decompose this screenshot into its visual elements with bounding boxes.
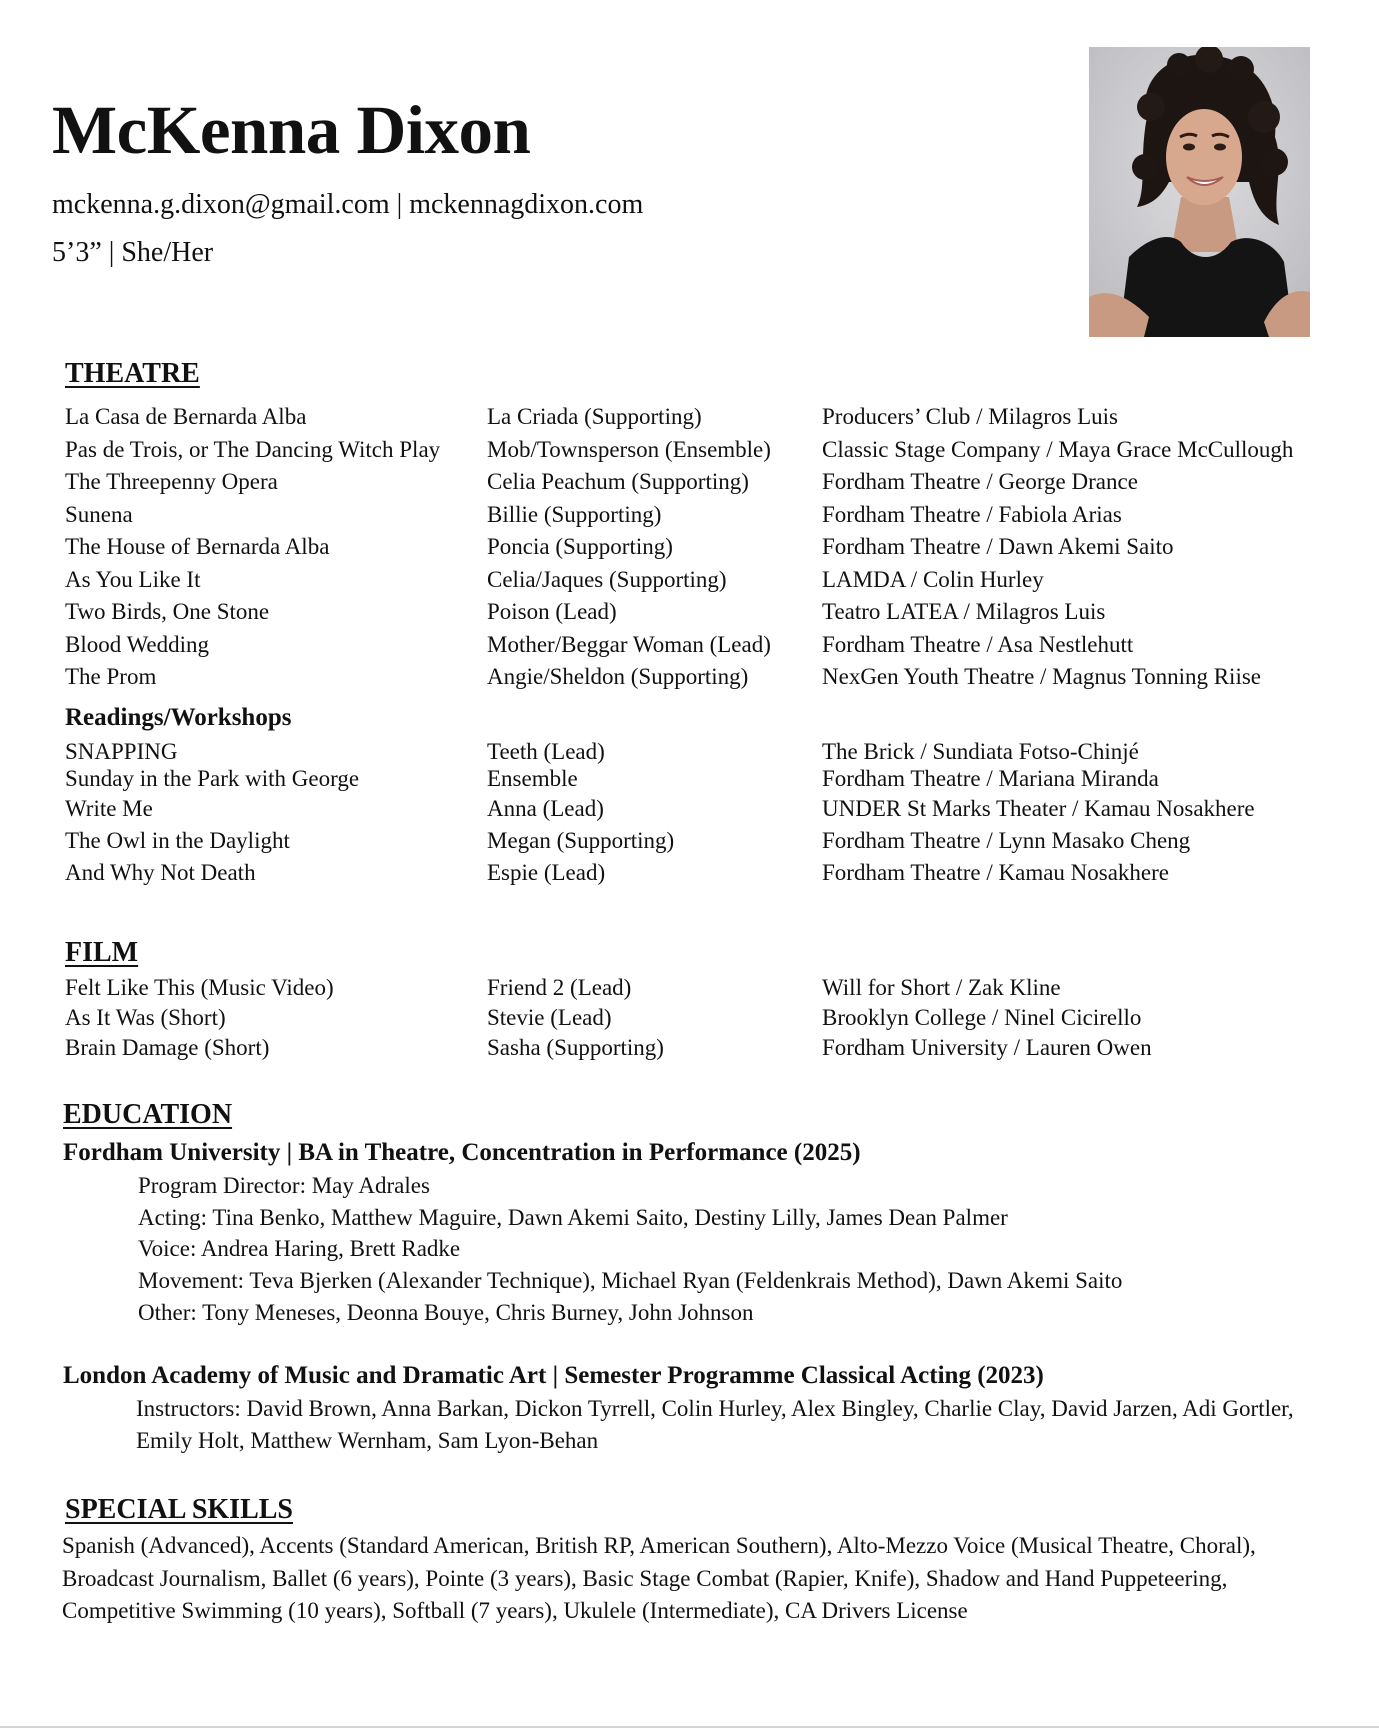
role: Megan (Supporting) bbox=[487, 828, 675, 853]
education-section-title: EDUCATION bbox=[63, 1099, 233, 1130]
role: Teeth (Lead) bbox=[487, 739, 605, 764]
role: La Criada (Supporting) bbox=[487, 404, 702, 429]
role: Stevie (Lead) bbox=[487, 1005, 612, 1030]
special-skills-text: Spanish (Advanced), Accents (Standard American, British RP, American Southern), Alto-Mezzo Voice (Musical Theatre, Choral), Broadcast Journalism, Ballet (6 years), Pointe (3 years), Basic Stage Combat (Rapier, Knife), Shadow and Hand Puppeteering, Competitive Swimming (10 years), Softball (7 years), Ukulele (Intermediate), CA Drivers License bbox=[62, 1533, 1256, 1623]
credit-row bbox=[65, 736, 1325, 763]
headshot-photo bbox=[1089, 47, 1310, 337]
role: Billie (Supporting) bbox=[487, 501, 662, 527]
production-title: Sunday in the Park with George bbox=[65, 766, 360, 791]
company-director: Fordham Theatre / Dawn Akemi Saito bbox=[822, 534, 1174, 559]
lamda-heading: London Academy of Music and Dramatic Art | Semester Programme Classical Acting (2023) bbox=[63, 1362, 1044, 1389]
role: Ensemble bbox=[487, 766, 578, 791]
fordham-detail-line: Voice: Andrea Haring, Brett Radke bbox=[138, 1236, 461, 1261]
credit-row bbox=[65, 972, 1325, 1002]
lamda-instructors: Instructors: David Brown, Anna Barkan, Dickon Tyrrell, Colin Hurley, Alex Bingley, Charlie Clay, David Jarzen, Adi Gortler, Emily Holt, Matthew Wernham, Sam Lyon-Behan bbox=[136, 1396, 1294, 1453]
fordham-detail-line: Movement: Teva Bjerken (Alexander Technique), Michael Ryan (Feldenkrais Method), Dawn Akemi Saito bbox=[138, 1268, 1123, 1293]
production-title: La Casa de Bernarda Alba bbox=[65, 404, 307, 429]
credit-row bbox=[65, 466, 1325, 499]
role: Friend 2 (Lead) bbox=[487, 975, 632, 1000]
height-pronouns-line: 5’3” | She/Her bbox=[52, 237, 214, 268]
role: Poison (Lead) bbox=[487, 599, 617, 624]
credit-row bbox=[65, 629, 1325, 662]
role: Mother/Beggar Woman (Lead) bbox=[487, 631, 771, 657]
company-director: Classic Stage Company / Maya Grace McCullough bbox=[822, 436, 1294, 462]
theatre-section-title: THEATRE bbox=[65, 358, 200, 389]
role: Mob/Townsperson (Ensemble) bbox=[487, 436, 771, 462]
role: Angie/Sheldon (Supporting) bbox=[487, 664, 749, 689]
production-title: Blood Wedding bbox=[65, 631, 210, 657]
production-title: As You Like It bbox=[65, 566, 201, 592]
company-director: The Brick / Sundiata Fotso-Chinjé bbox=[822, 739, 1139, 764]
credit-row bbox=[65, 531, 1325, 564]
production-title: As It Was (Short) bbox=[65, 1005, 226, 1030]
credit-row bbox=[65, 596, 1325, 629]
actor-name: McKenna Dixon bbox=[52, 92, 531, 168]
credit-row bbox=[65, 825, 1325, 857]
company-director: Brooklyn College / Ninel Cicirello bbox=[822, 1005, 1142, 1030]
company-director: Fordham Theatre / Asa Nestlehutt bbox=[822, 631, 1134, 657]
credit-row bbox=[65, 661, 1325, 694]
company-director: Fordham Theatre / Fabiola Arias bbox=[822, 501, 1122, 527]
production-title: The House of Bernarda Alba bbox=[65, 534, 330, 559]
credit-row bbox=[65, 434, 1325, 467]
theatre-credits bbox=[65, 401, 1325, 694]
credit-row bbox=[65, 499, 1325, 532]
special-skills-section-title: SPECIAL SKILLS bbox=[65, 1494, 293, 1525]
readings-credits bbox=[65, 736, 1325, 889]
company-director: Fordham Theatre / Mariana Miranda bbox=[822, 766, 1159, 791]
company-director: NexGen Youth Theatre / Magnus Tonning Riise bbox=[822, 664, 1261, 689]
production-title: The Threepenny Opera bbox=[65, 469, 278, 494]
fordham-heading: Fordham University | BA in Theatre, Concentration in Performance (2025) bbox=[63, 1139, 861, 1166]
company-director: Will for Short / Zak Kline bbox=[822, 975, 1061, 1000]
production-title: The Prom bbox=[65, 664, 157, 689]
credit-row bbox=[65, 1002, 1325, 1032]
role: Poncia (Supporting) bbox=[487, 534, 673, 559]
production-title: Write Me bbox=[65, 796, 153, 821]
company-director: UNDER St Marks Theater / Kamau Nosakhere bbox=[822, 796, 1255, 821]
readings-workshops-title: Readings/Workshops bbox=[65, 704, 292, 731]
film-section-title: FILM bbox=[65, 937, 139, 968]
role: Celia/Jaques (Supporting) bbox=[487, 566, 727, 592]
company-director: Fordham Theatre / George Drance bbox=[822, 469, 1138, 494]
production-title: Felt Like This (Music Video) bbox=[65, 975, 334, 1000]
fordham-detail-line: Acting: Tina Benko, Matthew Maguire, Dawn Akemi Saito, Destiny Lilly, James Dean Palmer bbox=[138, 1205, 1008, 1230]
credit-row bbox=[65, 1032, 1325, 1062]
company-director: Teatro LATEA / Milagros Luis bbox=[822, 599, 1106, 624]
company-director: Producers’ Club / Milagros Luis bbox=[822, 404, 1118, 429]
company-director: Fordham University / Lauren Owen bbox=[822, 1035, 1152, 1060]
production-title: Brain Damage (Short) bbox=[65, 1035, 270, 1060]
fordham-detail-line: Program Director: May Adrales bbox=[138, 1173, 430, 1198]
production-title: SNAPPING bbox=[65, 739, 178, 764]
role: Espie (Lead) bbox=[487, 860, 606, 885]
company-director: Fordham Theatre / Kamau Nosakhere bbox=[822, 860, 1170, 885]
production-title: Two Birds, One Stone bbox=[65, 599, 270, 624]
company-director: LAMDA / Colin Hurley bbox=[822, 566, 1044, 592]
credit-row bbox=[65, 793, 1325, 825]
credit-row bbox=[65, 564, 1325, 597]
credit-row bbox=[65, 763, 1325, 793]
production-title: Pas de Trois, or The Dancing Witch Play bbox=[65, 436, 441, 462]
credit-row bbox=[65, 857, 1325, 889]
production-title: Sunena bbox=[65, 501, 133, 527]
role: Sasha (Supporting) bbox=[487, 1035, 664, 1060]
production-title: The Owl in the Daylight bbox=[65, 828, 290, 853]
role: Anna (Lead) bbox=[487, 796, 604, 821]
contact-line: mckenna.g.dixon@gmail.com | mckennagdixon.com bbox=[52, 189, 644, 220]
company-director: Fordham Theatre / Lynn Masako Cheng bbox=[822, 828, 1191, 853]
role: Celia Peachum (Supporting) bbox=[487, 469, 749, 494]
credit-row bbox=[65, 401, 1325, 434]
fordham-detail-line: Other: Tony Meneses, Deonna Bouye, Chris Burney, John Johnson bbox=[138, 1300, 754, 1325]
production-title: And Why Not Death bbox=[65, 860, 256, 885]
film-credits bbox=[65, 972, 1325, 1062]
